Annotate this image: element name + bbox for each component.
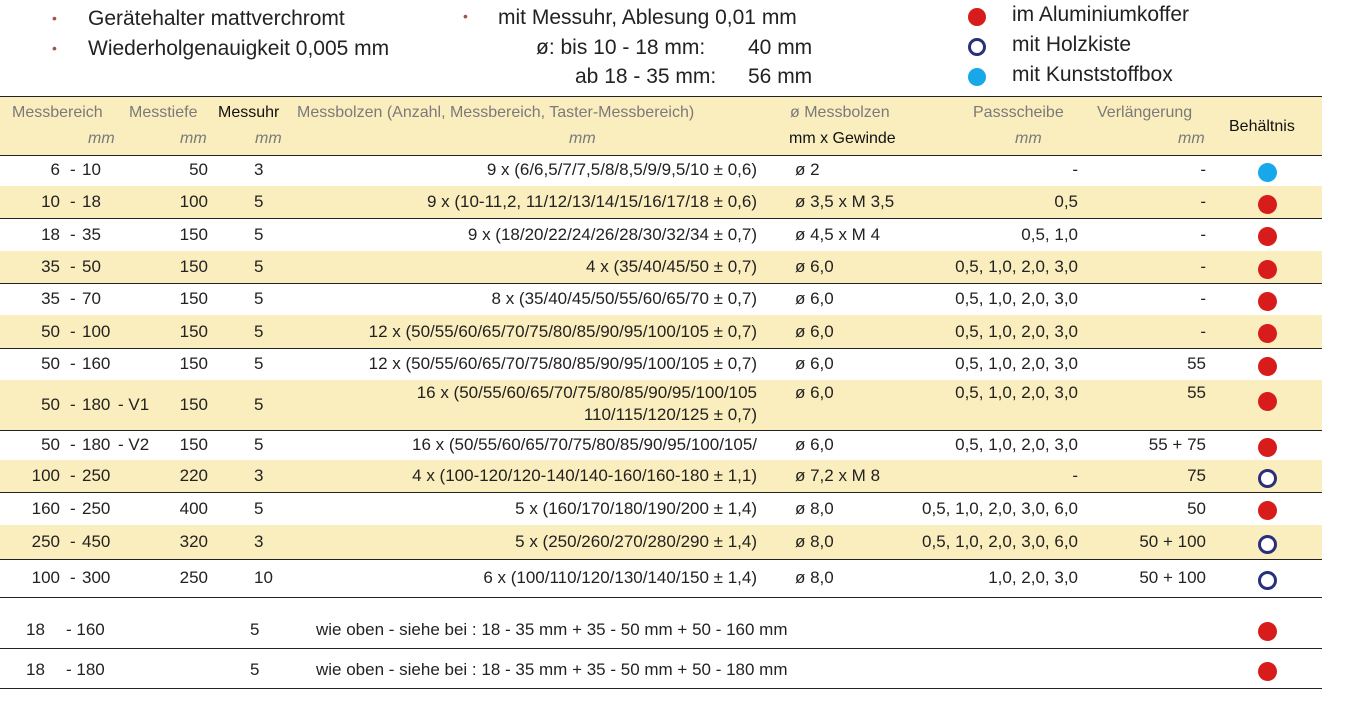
container-red-icon: [1258, 662, 1277, 681]
dial-gauge: 5: [254, 224, 264, 244]
container-ring-icon: [1258, 535, 1277, 554]
col-bolzen: ø Messbolzen: [790, 104, 890, 121]
depth: 220: [179, 466, 208, 485]
dial-gauge: 5: [254, 498, 264, 518]
depth: 250: [179, 568, 208, 587]
range-to: 70: [82, 289, 101, 308]
range-to: 250: [82, 466, 111, 485]
range-from: 18: [26, 620, 45, 639]
pins: 12 x (50/55/60/65/70/75/80/85/90/95/100/105 ± 0,7): [368, 354, 757, 373]
col-passscheibe: Passscheibe: [973, 104, 1064, 121]
col-messtiefe: Messtiefe: [129, 104, 198, 121]
range-dash: -: [70, 395, 76, 414]
range-from: 50: [41, 354, 60, 373]
pin-diameter: ø 8,0: [795, 498, 834, 518]
col-messtiefe-unit: mm: [180, 130, 207, 147]
range-dash: -: [70, 257, 76, 276]
table-row: [0, 154, 1322, 187]
bullet: •: [52, 40, 57, 56]
pin-diameter: ø 6,0: [795, 289, 834, 308]
table-row: [0, 430, 1322, 461]
table-row: [0, 251, 1322, 284]
set-row: [0, 652, 1322, 689]
pins: 16 x (50/55/60/65/70/75/80/85/90/95/100/105/: [411, 435, 757, 454]
extension: -: [1200, 160, 1206, 179]
legend-red-icon: [968, 8, 986, 26]
dial-gauge: 3: [254, 466, 264, 485]
col-verlaengerung: Verlängerung: [1097, 104, 1193, 121]
dial-gauge: 5: [254, 395, 264, 414]
extension: -: [1200, 224, 1206, 244]
extension: -: [1200, 289, 1206, 308]
range-dash: -: [70, 224, 76, 244]
extension: 50 + 100: [1139, 532, 1206, 551]
table-row: [0, 559, 1322, 598]
depth: 150: [179, 435, 208, 454]
col-behaeltnis: Behältnis: [1229, 118, 1295, 135]
table-row: [0, 218, 1322, 252]
range-dash: -: [70, 466, 76, 485]
dial-gauge: 5: [254, 192, 264, 211]
pins-line2: 110/115/120/125 ± 0,7): [583, 405, 757, 424]
pin-diameter: ø 2: [795, 160, 820, 179]
shim: 0,5, 1,0, 2,0, 3,0: [955, 289, 1078, 308]
legend-label: mit Kunststoffbox: [1012, 63, 1173, 86]
dial-gauge: 3: [254, 532, 264, 551]
range-to: 160: [82, 354, 111, 373]
pins: 4 x (100-120/120-140/140-160/160-180 ± 1,1): [412, 466, 757, 485]
dial-gauge: 5: [254, 289, 264, 308]
pin-diameter: ø 6,0: [795, 435, 834, 454]
pins: 5 x (160/170/180/190/200 ± 1,4): [515, 498, 757, 518]
col-messbereich-unit: mm: [88, 130, 115, 147]
range-to: 300: [82, 568, 111, 587]
pin-diameter: ø 6,0: [795, 321, 834, 341]
range-dash: -: [70, 354, 76, 373]
range-to: 100: [82, 321, 111, 341]
range-to: - 160: [66, 620, 105, 639]
container-red-icon: [1258, 501, 1277, 520]
table-row: [0, 186, 1322, 219]
note-diameter-value-2: 56 mm: [748, 65, 813, 88]
container-blue-icon: [1258, 163, 1277, 182]
extension: -: [1200, 192, 1206, 211]
range-to: 180: [82, 395, 111, 414]
table-row: [0, 460, 1322, 493]
note-dial-gauge: mit Messuhr, Ablesung 0,01 mm: [498, 6, 797, 29]
range-to: 10: [82, 160, 101, 179]
bullet: •: [52, 10, 57, 26]
pins: 9 x (10-11,2, 11/12/13/14/15/16/17/18 ± 0,6): [426, 192, 757, 211]
shim: 0,5: [1054, 192, 1078, 211]
pins: 8 x (35/40/45/50/55/60/65/70 ± 0,7): [491, 289, 757, 308]
container-red-icon: [1258, 438, 1277, 457]
range-from: 6: [50, 160, 60, 179]
range-to: - 180: [66, 660, 105, 679]
container-ring-icon: [1258, 571, 1277, 590]
depth: 100: [179, 192, 208, 211]
range-dash: -: [70, 435, 76, 454]
container-red-icon: [1258, 622, 1277, 641]
range-from: 50: [41, 395, 60, 414]
range-to: 450: [82, 532, 111, 551]
pins: 6 x (100/110/120/130/140/150 ± 1,4): [483, 568, 757, 587]
container-red-icon: [1258, 324, 1277, 343]
extension: 55 + 75: [1148, 435, 1206, 454]
extension: 75: [1187, 466, 1206, 485]
range-from: 250: [31, 532, 60, 551]
legend-ring-icon: [968, 38, 986, 56]
pins: 16 x (50/55/60/65/70/75/80/85/90/95/100/105: [416, 383, 757, 402]
pins: 4 x (35/40/45/50 ± 0,7): [586, 257, 757, 276]
range-from: 10: [41, 192, 60, 211]
depth: 50: [189, 160, 208, 179]
extension: -: [1200, 321, 1206, 341]
range-to: 50: [82, 257, 101, 276]
extension: 50: [1187, 498, 1206, 518]
shim: 0,5, 1,0, 2,0, 3,0, 6,0: [922, 498, 1078, 518]
dial-gauge: 5: [254, 354, 264, 373]
note-diameter-label-2: ab 18 - 35 mm:: [575, 65, 717, 88]
range-suffix: - V2: [118, 435, 150, 454]
dial-gauge: 3: [254, 160, 264, 179]
dial-gauge: 5: [254, 321, 264, 341]
pins: 9 x (6/6,5/7/7,5/8/8,5/9/9,5/10 ± 0,6): [486, 160, 757, 179]
table-row: [0, 492, 1322, 526]
legend-blue-icon: [968, 68, 986, 86]
container-red-icon: [1258, 260, 1277, 279]
dial-gauge: 5: [254, 435, 264, 454]
col-bolzen-unit: mm x Gewinde: [789, 130, 896, 147]
pins: 12 x (50/55/60/65/70/75/80/85/90/95/100/105 ± 0,7): [368, 321, 757, 341]
range-dash: -: [70, 532, 76, 551]
table-header: [0, 96, 1322, 156]
container-red-icon: [1258, 227, 1277, 246]
col-messbolzen-unit: mm: [569, 130, 596, 147]
col-messuhr-unit: mm: [255, 130, 282, 147]
range-to: 250: [82, 498, 111, 518]
set-description: wie oben - siehe bei : 18 - 35 mm + 35 - 50 mm + 50 - 160 mm: [316, 620, 788, 639]
range-from: 100: [31, 568, 60, 587]
pin-diameter: ø 7,2 x M 8: [795, 466, 881, 485]
table-row: [0, 315, 1322, 349]
pin-diameter: ø 8,0: [795, 568, 834, 587]
depth: 150: [179, 289, 208, 308]
dial-gauge: 5: [250, 620, 260, 639]
legend-label: im Aluminiumkoffer: [1012, 3, 1190, 26]
container-red-icon: [1258, 292, 1277, 311]
range-from: 35: [41, 257, 60, 276]
depth: 400: [179, 498, 208, 518]
note-repeatability: Wiederholgenauigkeit 0,005 mm: [88, 37, 390, 60]
shim: 0,5, 1,0, 2,0, 3,0, 6,0: [922, 532, 1078, 551]
bullet: •: [463, 8, 468, 24]
col-verlaengerung-unit: mm: [1178, 130, 1205, 147]
extension: 50 + 100: [1139, 568, 1206, 587]
dial-gauge: 5: [250, 660, 260, 679]
dial-gauge: 10: [254, 568, 273, 587]
pin-diameter: ø 4,5 x M 4: [795, 224, 881, 244]
range-dash: -: [70, 321, 76, 341]
container-red-icon: [1258, 357, 1277, 376]
legend-label: mit Holzkiste: [1012, 33, 1132, 56]
col-messbereich: Messbereich: [12, 104, 103, 121]
shim: 1,0, 2,0, 3,0: [988, 568, 1078, 587]
depth: 150: [179, 224, 208, 244]
container-red-icon: [1258, 195, 1277, 214]
dial-gauge: 5: [254, 257, 264, 276]
container-ring-icon: [1258, 469, 1277, 488]
shim: 0,5, 1,0: [1021, 224, 1078, 244]
range-dash: -: [70, 160, 76, 179]
col-messuhr: Messuhr: [218, 104, 280, 121]
pins: 5 x (250/260/270/280/290 ± 1,4): [515, 532, 757, 551]
depth: 150: [179, 257, 208, 276]
range-from: 100: [31, 466, 60, 485]
range-dash: -: [70, 192, 76, 211]
range-to: 18: [82, 192, 101, 211]
range-to: 180: [82, 435, 111, 454]
pin-diameter: ø 3,5 x M 3,5: [795, 192, 895, 211]
note-holder: Gerätehalter mattverchromt: [88, 7, 345, 30]
depth: 150: [179, 321, 208, 341]
shim: 0,5, 1,0, 2,0, 3,0: [955, 383, 1078, 402]
set-description: wie oben - siehe bei : 18 - 35 mm + 35 - 50 mm + 50 - 180 mm: [316, 660, 788, 679]
pin-diameter: ø 8,0: [795, 532, 834, 551]
range-from: 18: [26, 660, 45, 679]
col-passscheibe-unit: mm: [1015, 130, 1042, 147]
shim: 0,5, 1,0, 2,0, 3,0: [955, 435, 1078, 454]
table-row: [0, 283, 1322, 316]
range-from: 50: [41, 321, 60, 341]
extension: 55: [1187, 354, 1206, 373]
range-from: 160: [31, 498, 60, 518]
range-to: 35: [82, 224, 101, 244]
shim: -: [1072, 160, 1078, 179]
shim: 0,5, 1,0, 2,0, 3,0: [955, 257, 1078, 276]
table-row: [0, 525, 1322, 560]
extension: -: [1200, 257, 1206, 276]
range-dash: -: [70, 498, 76, 518]
container-red-icon: [1258, 392, 1277, 411]
shim: 0,5, 1,0, 2,0, 3,0: [955, 321, 1078, 341]
pin-diameter: ø 6,0: [795, 383, 834, 402]
shim: 0,5, 1,0, 2,0, 3,0: [955, 354, 1078, 373]
range-dash: -: [70, 568, 76, 587]
table-row: [0, 348, 1322, 381]
col-messbolzen: Messbolzen (Anzahl, Messbereich, Taster-Messbereich): [297, 104, 695, 121]
range-suffix: - V1: [118, 395, 150, 414]
table-row: [0, 380, 1322, 431]
range-from: 18: [41, 224, 60, 244]
extension: 55: [1187, 383, 1206, 402]
note-diameter-value: 40 mm: [748, 36, 813, 59]
pins: 9 x (18/20/22/24/26/28/30/32/34 ± 0,7): [467, 224, 757, 244]
range-from: 50: [41, 435, 60, 454]
pin-diameter: ø 6,0: [795, 257, 834, 276]
depth: 150: [179, 354, 208, 373]
depth: 320: [179, 532, 208, 551]
note-diameter-label: ø: bis 10 - 18 mm:: [536, 36, 706, 59]
pin-diameter: ø 6,0: [795, 354, 834, 373]
set-row: [0, 612, 1322, 649]
shim: -: [1072, 466, 1078, 485]
range-dash: -: [70, 289, 76, 308]
range-from: 35: [41, 289, 60, 308]
depth: 150: [179, 395, 208, 414]
